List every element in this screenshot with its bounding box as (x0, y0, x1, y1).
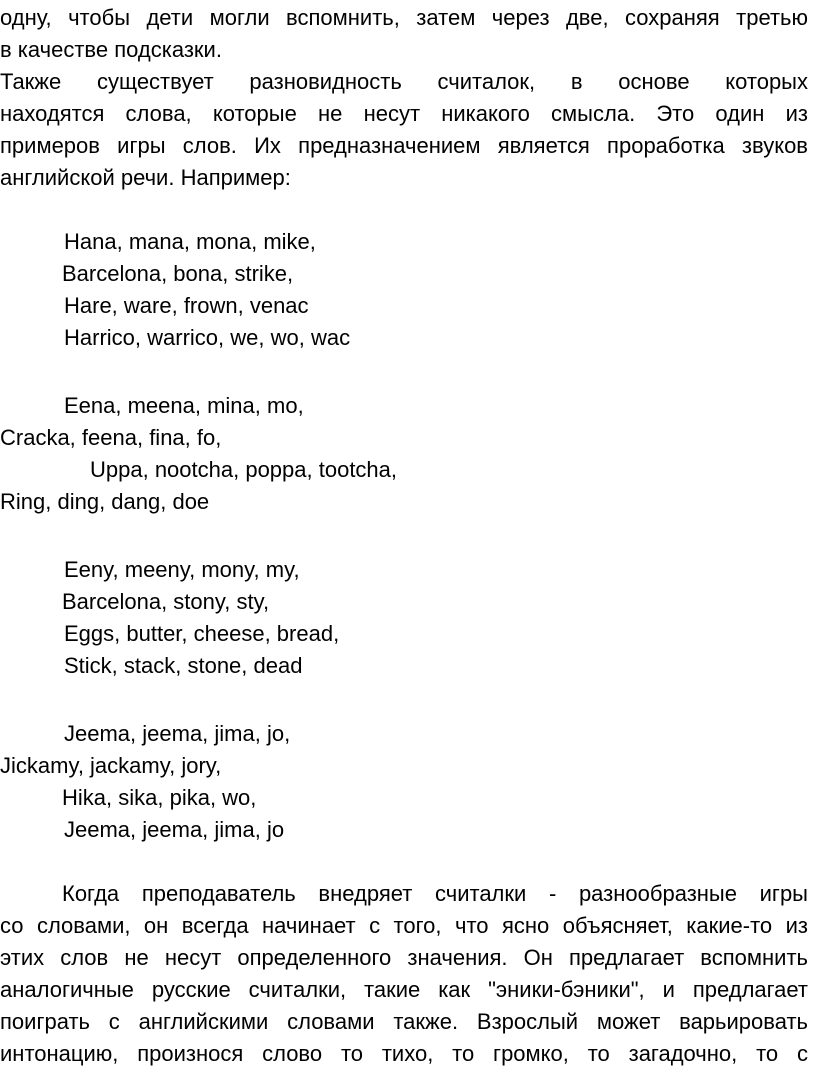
rhyme-4-line-1: Jeema, jeema, jima, jo, (64, 721, 291, 746)
rhyme-2-line-1: Eena, meena, mina, mo, (64, 393, 304, 418)
rhyme-2-line-4: Ring, ding, dang, doe (0, 489, 210, 514)
rhyme-1-line-3: Hare, ware, frown, venac (64, 293, 309, 318)
paragraph-2-line-4: английской речи. Например: (0, 165, 291, 190)
paragraph-3-line-2: со словами, он всегда начинает с того, что ясно объясняет, какие-то из (0, 913, 808, 938)
rhyme-4-line-3: Hika, sika, pika, wo, (62, 785, 257, 810)
rhyme-3-line-2: Barcelona, stony, sty, (62, 589, 270, 614)
rhyme-3-line-3: Eggs, butter, cheese, bread, (64, 621, 340, 646)
rhyme-1-line-4: Harrico, warrico, we, wo, wac (64, 325, 351, 350)
rhyme-4-line-4: Jeema, jeema, jima, jo (64, 817, 285, 842)
rhyme-1-line-1: Hana, mana, mona, mike, (64, 229, 316, 254)
paragraph-3-line-6: интонацию, произнося слово то тихо, то громко, то загадочно, то с (0, 1041, 808, 1066)
rhyme-3-line-4: Stick, stack, stone, dead (64, 653, 303, 678)
rhyme-2-line-3: Uppa, nootcha, poppa, tootcha, (90, 457, 398, 482)
paragraph-3-line-5: поиграть с английскими словами также. Взрослый может варьировать (0, 1009, 808, 1034)
paragraph-2-line-2: находятся слова, которые не несут никакого смысла. Это один из (0, 101, 808, 126)
paragraph-3-line-1: Когда преподаватель внедряет считалки - разнообразные игры (62, 881, 808, 906)
paragraph-3-line-4: аналогичные русские считалки, такие как "эники-бэники", и предлагает (0, 977, 808, 1002)
rhyme-4-line-2: Jickamy, jackamy, jory, (0, 753, 222, 778)
paragraph-1-line-2: в качестве подсказки. (0, 37, 222, 62)
rhyme-2-line-2: Cracka, feena, fina, fo, (0, 425, 222, 450)
paragraph-3-line-3: этих слов не несут определенного значения. Он предлагает вспомнить (0, 945, 808, 970)
rhyme-1-line-2: Barcelona, bona, strike, (62, 261, 294, 286)
paragraph-2-line-3: примеров игры слов. Их предназначением является проработка звуков (0, 133, 808, 158)
rhyme-3-line-1: Eeny, meeny, mony, my, (64, 557, 300, 582)
paragraph-1-line-1: одну, чтобы дети могли вспомнить, затем через две, сохраняя третью (0, 5, 808, 30)
paragraph-2-line-1: Также существует разновидность считалок, в основе которых (0, 69, 808, 94)
